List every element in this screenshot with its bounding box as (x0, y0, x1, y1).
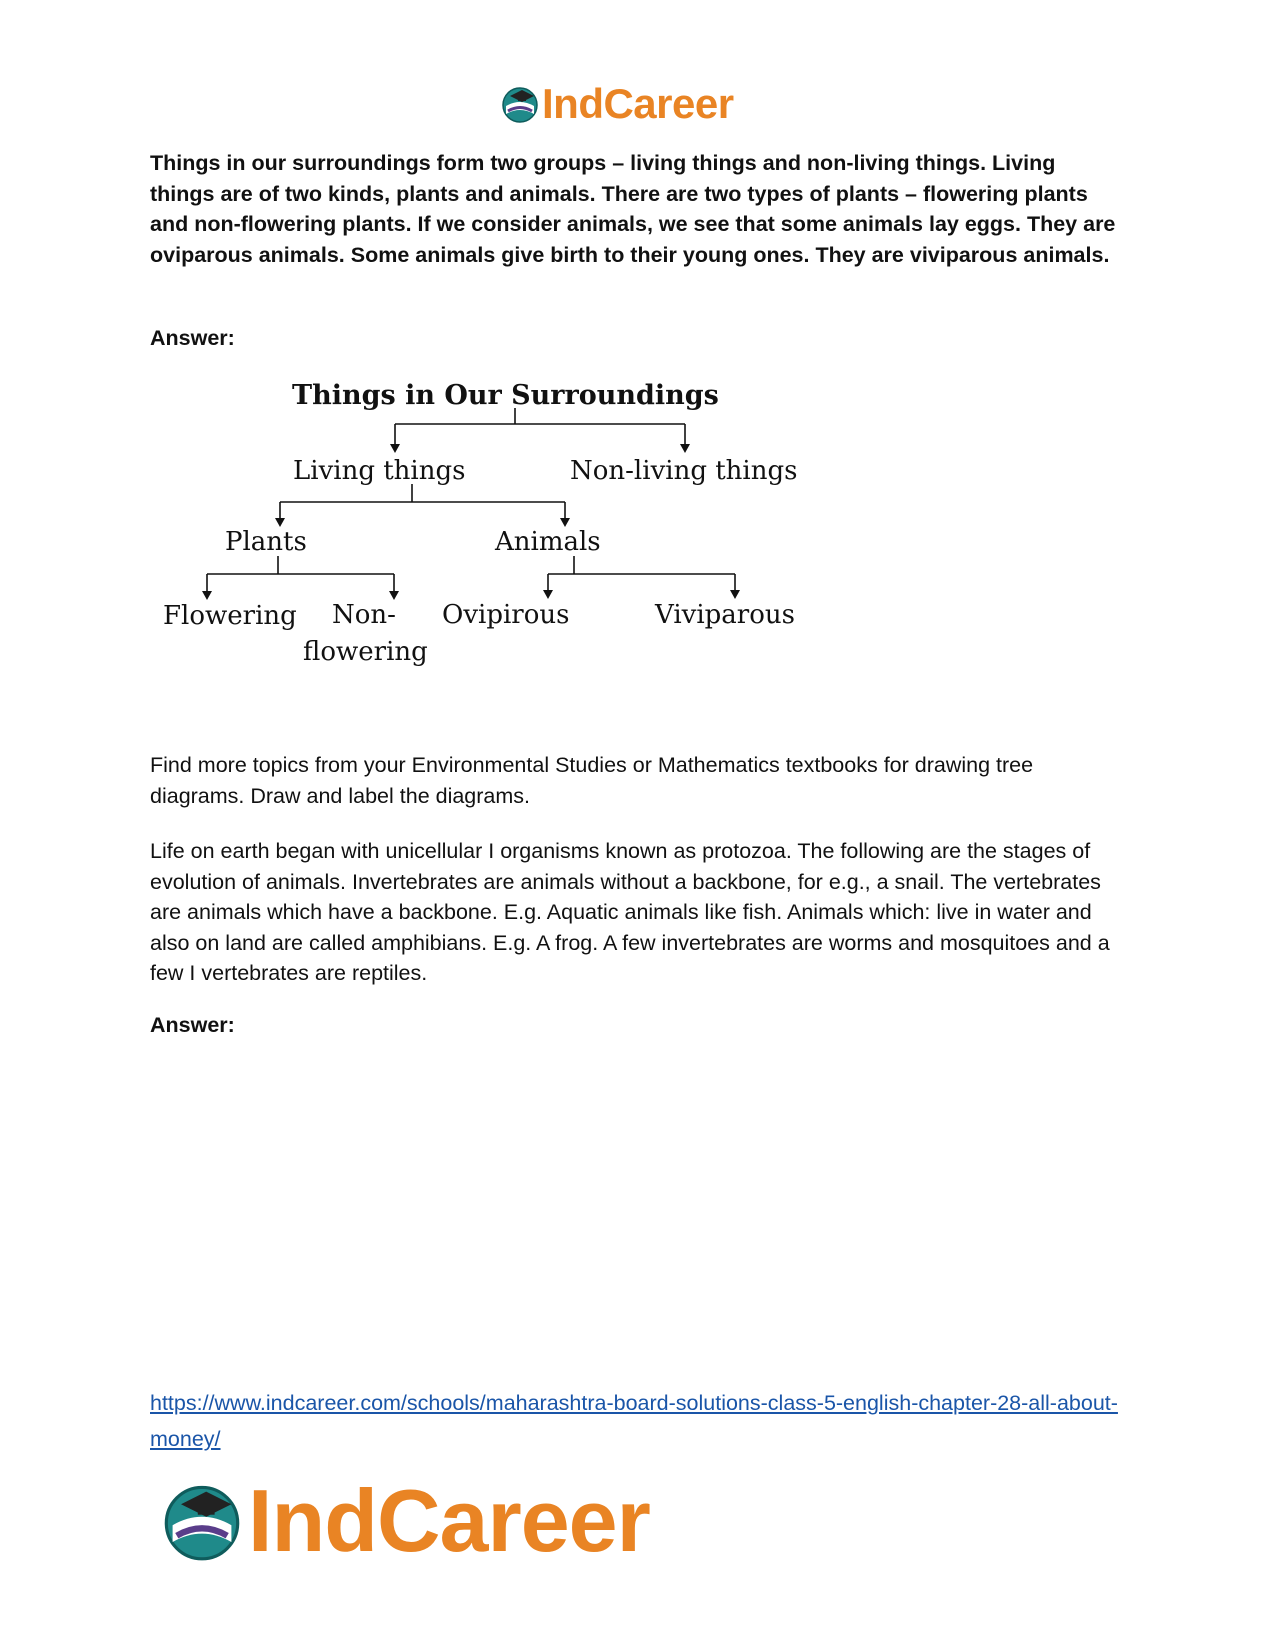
tree-non-flowering-line1: Non- (332, 600, 396, 630)
answer-label: Answer: (150, 326, 235, 350)
tree-animals: Animals (495, 527, 601, 557)
tree-non-living: Non-living things (570, 456, 798, 486)
logo-text: IndCareer (248, 1471, 650, 1570)
paragraph-evolution: Life on earth began with unicellular I organisms known as protozoa. The following are the stages of evolution of animals. Invertebrates are animals without a backbone, for e.g., a snail. The vertebrates are animals which have a backbone. E.g. Aquatic animals like fish. Animals which: live in water and also on land are called amphibians. E.g. A frog. A few invertebrates are worms and mosquitoes and a few I vertebrates are reptiles. (150, 839, 1110, 985)
answer-label-2: Answer: (150, 1013, 235, 1037)
source-link[interactable]: https://www.indcareer.com/schools/maharashtra-board-solutions-class-5-english-chapter-28-all-about-money/ (150, 1391, 1118, 1451)
tree-ovipirous: Ovipirous (442, 600, 570, 630)
tree-flowering: Flowering (163, 601, 297, 631)
graduation-book-globe-icon (500, 84, 540, 124)
tree-plants: Plants (225, 527, 307, 557)
tree-living: Living things (293, 456, 466, 486)
paragraph-tree-topics: Find more topics from your Environmental Studies or Mathematics textbooks for drawing tree diagrams. Draw and label the diagrams. (150, 753, 1034, 808)
graduation-book-globe-icon (160, 1479, 244, 1563)
tree-non-flowering-line2: flowering (303, 637, 428, 667)
tree-diagram (150, 380, 810, 690)
logo-top (500, 80, 734, 128)
tree-root: Things in Our Surroundings (292, 380, 719, 411)
question-paragraph: Things in our surroundings form two groups – living things and non-living things. Living things are of two kinds, plants and animals. There are two types of plants – flowering plants and non-flowering plants. If we consider animals, we see that some animals lay eggs. They are oviparous animals. Some animals give birth to their young ones. They are viviparous animals. (150, 151, 1116, 267)
tree-viviparous: Viviparous (655, 600, 795, 630)
logo-text: IndCareer (542, 80, 734, 127)
logo-bottom (160, 1470, 650, 1572)
